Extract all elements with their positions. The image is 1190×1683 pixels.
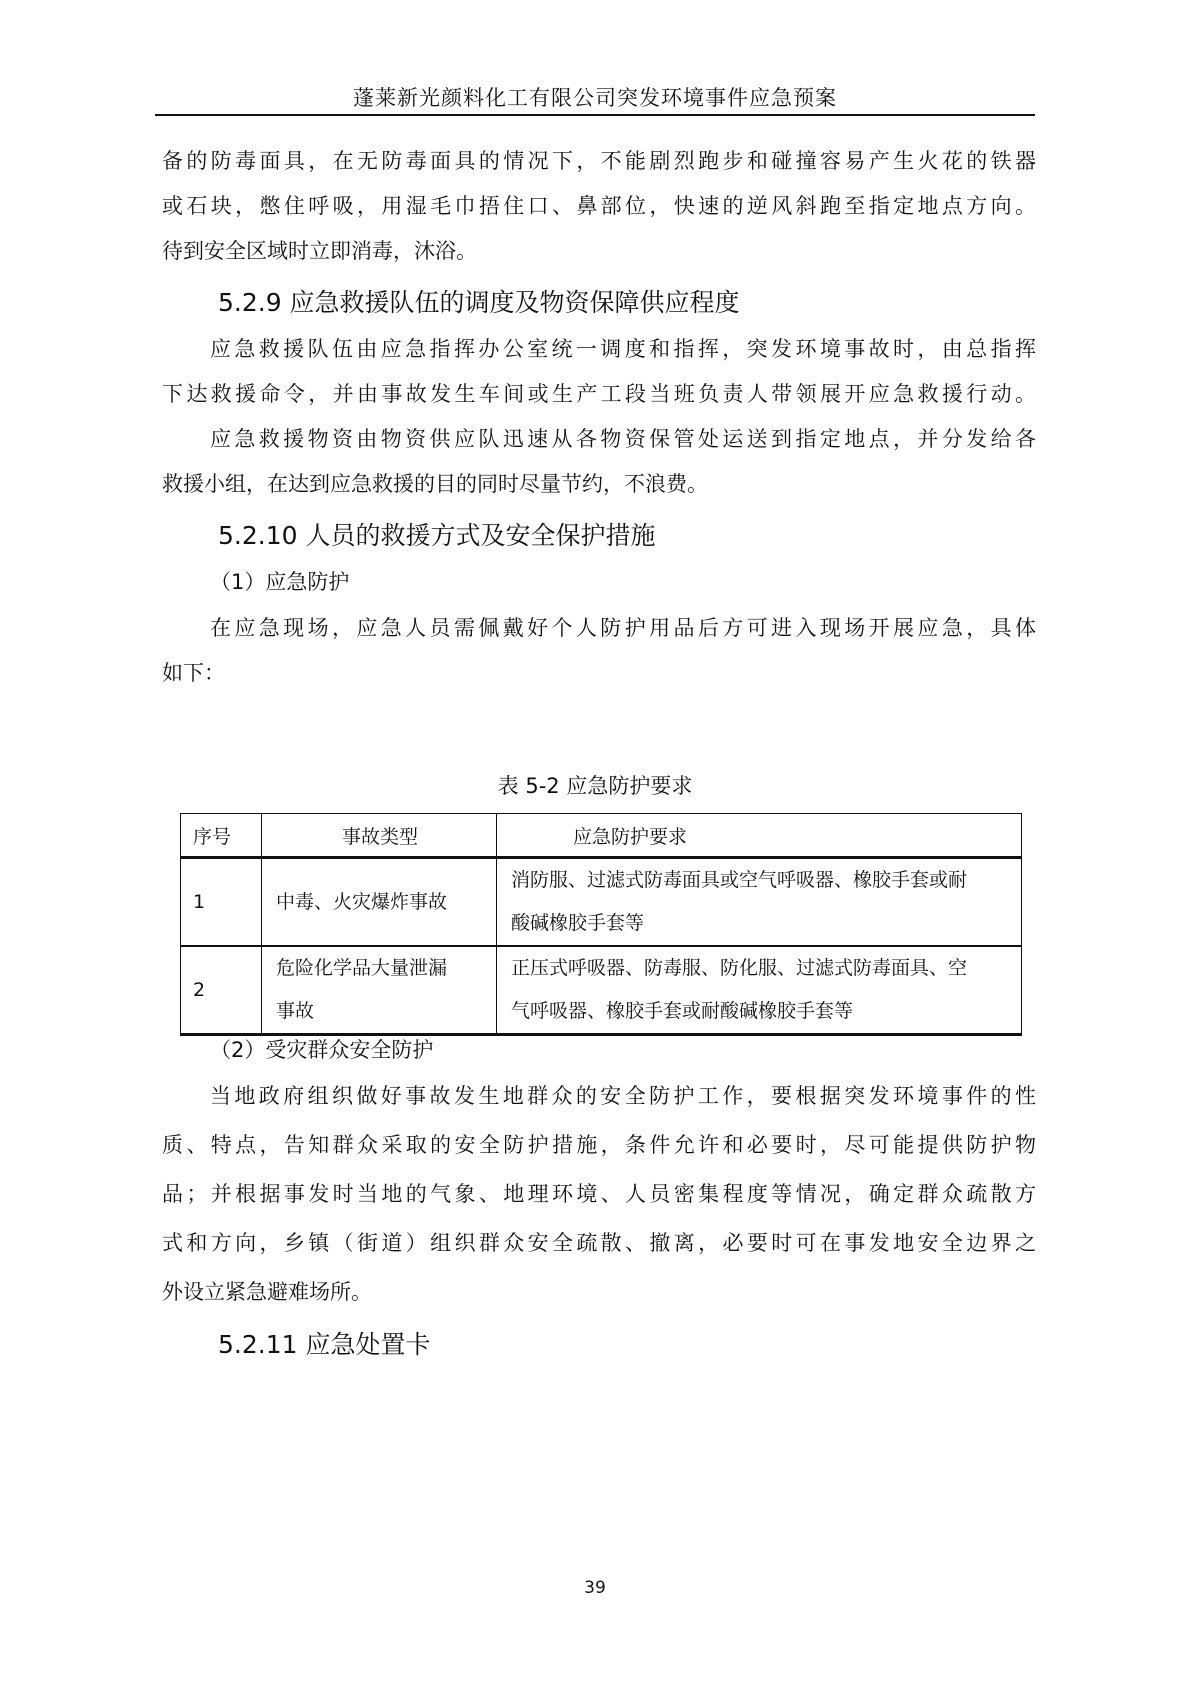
subheading-public-protection: （2）受灾群众安全防护 (210, 1038, 434, 1062)
body-line: 下达救援命令，并由事故发生车间或生产工段当班负责人带领展开应急救援行动。 (162, 382, 1036, 406)
body-line: 质、特点，告知群众采取的安全防护措施，条件允许和必要时，尽可能提供防护物 (162, 1133, 1036, 1157)
requirement-line: 气呼吸器、橡胶手套或耐酸碱橡胶手套等 (511, 1000, 854, 1022)
accident-type-line: 事故 (276, 1000, 315, 1022)
header-rule (155, 114, 1035, 116)
column-header-type-label: 事故类型 (342, 825, 419, 848)
body-line: 应急救援物资由物资供应队迅速从各物资保管处运送到指定地点，并分发给各 (210, 427, 1036, 451)
column-header-requirement-label: 应急防护要求 (573, 825, 688, 848)
section-heading-5-2-11: 5.2.11 应急处置卡 (218, 1330, 431, 1359)
accident-type (262, 946, 497, 1035)
requirement-line: 正压式呼吸器、防毒服、防化服、过滤式防毒面具、空 (511, 957, 968, 979)
body-line: 式和方向，乡镇（街道）组织群众安全疏散、撤离，必要时可在事发地安全边界之 (162, 1231, 1036, 1255)
section-heading-5-2-10: 5.2.10 人员的救援方式及安全保护措施 (218, 521, 656, 550)
body-line: 品；并根据事发时当地的气象、地理环境、人员密集程度等情况，确定群众疏散方 (162, 1182, 1036, 1206)
body-line: 备的防毒面具，在无防毒面具的情况下，不能剧烈跑步和碰撞容易产生火花的铁器 (162, 149, 1036, 173)
accident-type-line: 中毒、火灾爆炸事故 (276, 890, 448, 913)
row-number: 1 (181, 858, 262, 947)
table-row (181, 946, 1022, 1035)
column-header-type (262, 814, 497, 858)
body-line: 如下： (162, 661, 225, 685)
column-header-no: 序号 (181, 814, 262, 858)
body-line: 在应急现场，应急人员需佩戴好个人防护用品后方可进入现场开展应急，具体 (210, 616, 1036, 640)
requirement-line: 酸碱橡胶手套等 (511, 912, 645, 934)
page-number: 39 (584, 1578, 606, 1598)
page-header-title: 蓬莱新光颜料化工有限公司突发环境事件应急预案 (353, 86, 837, 110)
table-caption: 表 5-2 应急防护要求 (497, 774, 693, 798)
body-line: 当地政府组织做好事故发生地群众的安全防护工作，要根据突发环境事件的性 (210, 1084, 1036, 1108)
accident-type-line: 危险化学品大量泄漏 (276, 957, 448, 979)
column-header-requirement (497, 814, 1022, 858)
body-line: 外设立紧急避难场所。 (162, 1280, 372, 1304)
requirement-line: 消防服、过滤式防毒面具或空气呼吸器、橡胶手套或耐 (511, 869, 968, 891)
table-row (181, 858, 1022, 947)
protection-requirement (497, 946, 1022, 1035)
body-line: 救援小组，在达到应急救援的目的同时尽量节约，不浪费。 (162, 472, 708, 496)
body-line: 应急救援队伍由应急指挥办公室统一调度和指挥，突发环境事故时，由总指挥 (210, 337, 1036, 361)
accident-type (262, 858, 497, 947)
section-heading-5-2-9: 5.2.9 应急救援队伍的调度及物资保障供应程度 (218, 288, 740, 317)
subheading-emergency-protection: （1）应急防护 (210, 570, 350, 594)
body-line: 或石块，憋住呼吸，用湿毛巾捂住口、鼻部位，快速的逆风斜跑至指定地点方向。 (162, 194, 1036, 218)
protection-requirement (497, 858, 1022, 947)
body-line: 待到安全区域时立即消毒，沐浴。 (162, 239, 477, 263)
protection-requirements-table (180, 813, 1022, 1036)
table-header-row (181, 814, 1022, 858)
row-number: 2 (181, 946, 262, 1035)
